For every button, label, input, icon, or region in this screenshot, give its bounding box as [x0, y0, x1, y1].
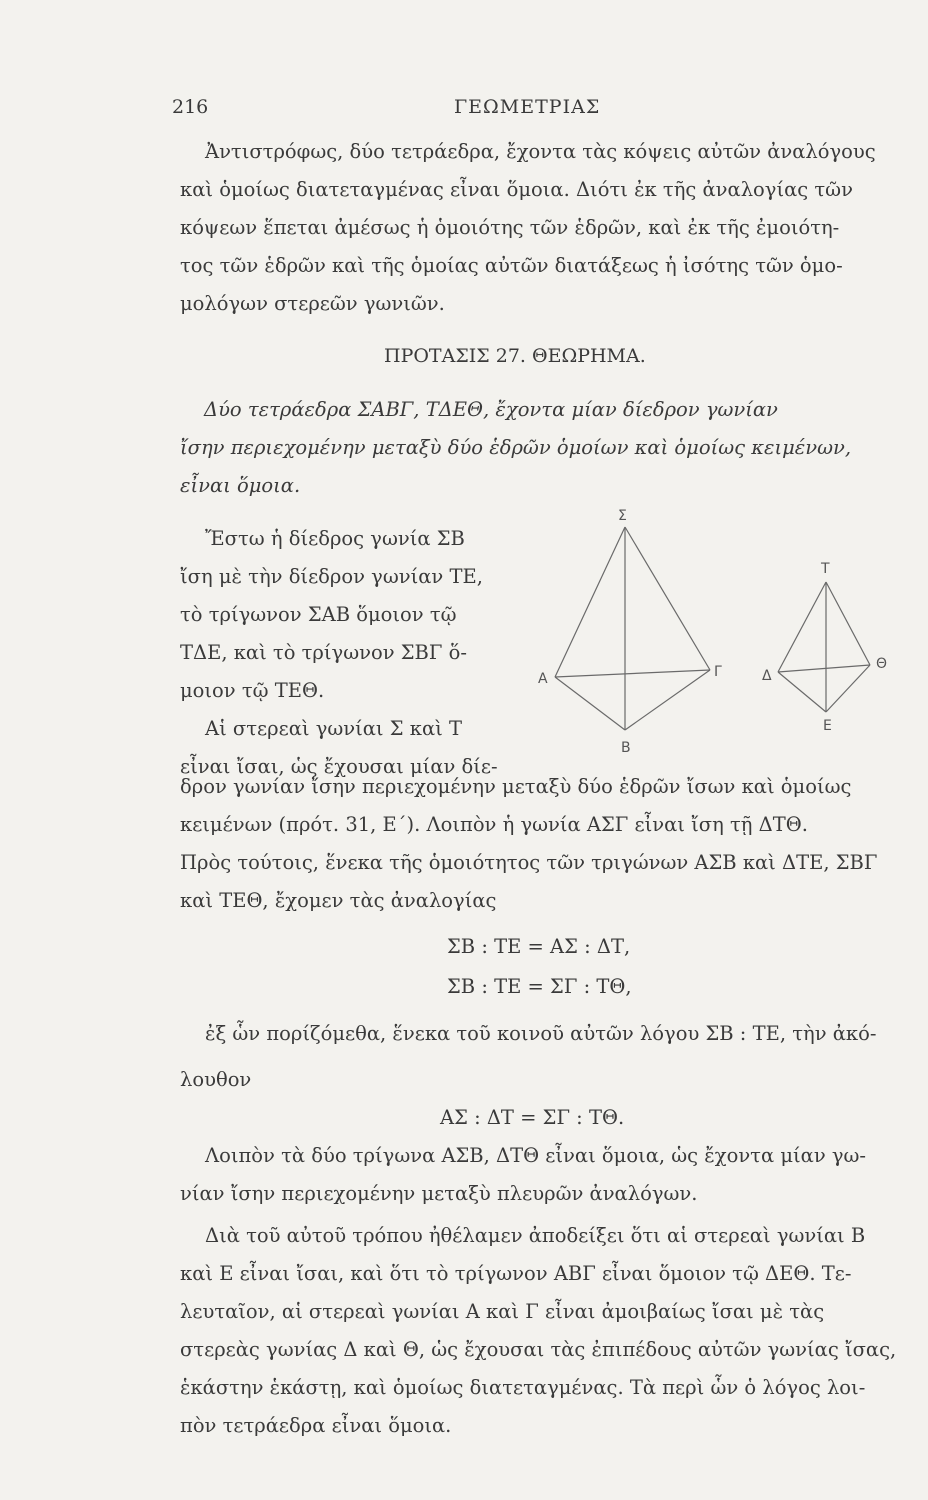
- body-line: πὸν τετράεδρα εἶναι ὅμοια.: [180, 1414, 452, 1437]
- body-line: ΤΔΕ, καὶ τὸ τρίγωνον ΣΒΓ ὅ-: [180, 641, 467, 664]
- label-tau: Τ: [821, 561, 830, 577]
- intro-line: καὶ ὁμοίως διατεταγμένας εἶναι ὅμοια. Διότι ἐκ τῆς ἀναλογίας τῶν: [180, 178, 853, 201]
- equation: ΣΒ : ΤΕ = ΑΣ : ΔΤ,: [447, 935, 631, 958]
- body-line: Ἔστω ἡ δίεδρος γωνία ΣΒ: [205, 527, 465, 550]
- body-line: κειμένων (πρότ. 31, Ε΄). Λοιπὸν ἡ γωνία ΑΣΓ εἶναι ἴση τῇ ΔΤΘ.: [180, 813, 808, 836]
- edge-ETh: [826, 665, 870, 712]
- equation-final: ΑΣ : ΔΤ = ΣΓ : ΤΘ.: [440, 1106, 625, 1129]
- body-line: λευταῖον, αἱ στερεαὶ γωνίαι Α καὶ Γ εἶναι ἀμοιβαίως ἴσαι μὲ τὰς: [180, 1300, 825, 1323]
- edge-AB: [555, 677, 625, 730]
- body-line: ἴση μὲ τὴν δίεδρον γωνίαν ΤΕ,: [180, 565, 483, 588]
- label-beta: Β: [621, 740, 631, 756]
- label-sigma: Σ: [618, 508, 627, 524]
- body-line: Πρὸς τούτοις, ἕνεκα τῆς ὁμοιότητος τῶν τριγώνων ΑΣΒ καὶ ΔΤΕ, ΣΒΓ: [180, 851, 878, 874]
- edge-DTh: [778, 665, 870, 672]
- label-theta: Θ: [876, 656, 888, 672]
- body-line: Αἱ στερεαὶ γωνίαι Σ καὶ Τ: [205, 717, 462, 740]
- edge-SA: [555, 527, 625, 677]
- intro-line: Ἀντιστρόφως, δύο τετράεδρα, ἔχοντα τὰς κόψεις αὐτῶν ἀναλόγους: [205, 140, 876, 163]
- statement-line: ἴσην περιεχομένην μεταξὺ δύο ἑδρῶν ὁμοίων καὶ ὁμοίως κειμένων,: [180, 436, 852, 459]
- label-delta: Δ: [762, 668, 772, 684]
- edge-TTh: [826, 582, 870, 665]
- intro-line: κόψεων ἕπεται ἀμέσως ἡ ὁμοιότης τῶν ἑδρῶν, καὶ ἐκ τῆς ἐμοιότη-: [180, 216, 840, 239]
- statement-line: Δύο τετράεδρα ΣΑΒΓ, ΤΔΕΘ, ἔχοντα μίαν δίεδρον γωνίαν: [204, 398, 778, 421]
- intro-line: τος τῶν ἑδρῶν καὶ τῆς ὁμοίας αὐτῶν διατάξεως ἡ ἰσότης τῶν ὁμο-: [180, 254, 843, 277]
- body-line: τὸ τρίγωνον ΣΑΒ ὅμοιον τῷ: [180, 603, 457, 626]
- label-alpha: Α: [538, 671, 548, 687]
- edge-BG: [625, 670, 710, 730]
- body-line: καὶ Ε εἶναι ἴσαι, καὶ ὅτι τὸ τρίγωνον ΑΒΓ εἶναι ὅμοιον τῷ ΔΕΘ. Τε-: [180, 1262, 852, 1285]
- body-line: μοιον τῷ ΤΕΘ.: [180, 679, 325, 702]
- edge-TD: [778, 582, 826, 672]
- body-line: Λοιπὸν τὰ δύο τρίγωνα ΑΣΒ, ΔΤΘ εἶναι ὅμοια, ὡς ἔχοντα μίαν γω-: [205, 1144, 867, 1167]
- label-epsilon: Ε: [823, 718, 832, 734]
- statement-line: εἶναι ὅμοια.: [180, 474, 301, 497]
- edge-AG: [555, 670, 710, 677]
- body-line: εἶναι ἴσαι, ὡς ἔχουσαι μίαν δίε-: [180, 755, 498, 778]
- edge-DE: [778, 672, 826, 712]
- body-line: νίαν ἴσην περιεχομένην μεταξὺ πλευρῶν ἀναλόγων.: [180, 1182, 698, 1205]
- proposition-heading: ΠΡΟΤΑΣΙΣ 27. ΘΕΩΡΗΜΑ.: [384, 345, 646, 367]
- body-line: ἐξ ὧν πορίζόμεθα, ἕνεκα τοῦ κοινοῦ αὐτῶν λόγου ΣΒ : ΤΕ, τὴν ἀκό-: [205, 1022, 877, 1045]
- page-number: 216: [172, 96, 209, 118]
- body-line: στερεὰς γωνίας Δ καὶ Θ, ὡς ἔχουσαι τὰς ἐπιπέδους αὐτῶν γωνίας ἴσας,: [180, 1338, 897, 1361]
- intro-line: μολόγων στερεῶν γωνιῶν.: [180, 292, 445, 315]
- tetrahedra-figure: [530, 500, 928, 770]
- page-header: [172, 96, 912, 126]
- body-line: δρον γωνίαν ἴσην περιεχομένην μεταξὺ δύο ἑδρῶν ἴσων καὶ ὁμοίως: [180, 775, 852, 798]
- body-line: καὶ ΤΕΘ, ἔχομεν τὰς ἀναλογίας: [180, 889, 497, 912]
- label-gamma: Γ: [714, 664, 722, 680]
- body-line: Διὰ τοῦ αὐτοῦ τρόπου ἠθέλαμεν ἀποδείξει ὅτι αἱ στερεαὶ γωνίαι Β: [205, 1224, 866, 1247]
- body-line: λουθον: [180, 1068, 252, 1091]
- body-line: ἑκάστην ἑκάστῃ, καὶ ὁμοίως διατεταγμένας. Τὰ περὶ ὧν ὁ λόγος λοι-: [180, 1376, 866, 1399]
- edge-SG: [625, 527, 710, 670]
- running-title: ΓΕΩΜΕΤΡΙΑΣ: [454, 96, 601, 118]
- equation: ΣΒ : ΤΕ = ΣΓ : ΤΘ,: [447, 975, 632, 998]
